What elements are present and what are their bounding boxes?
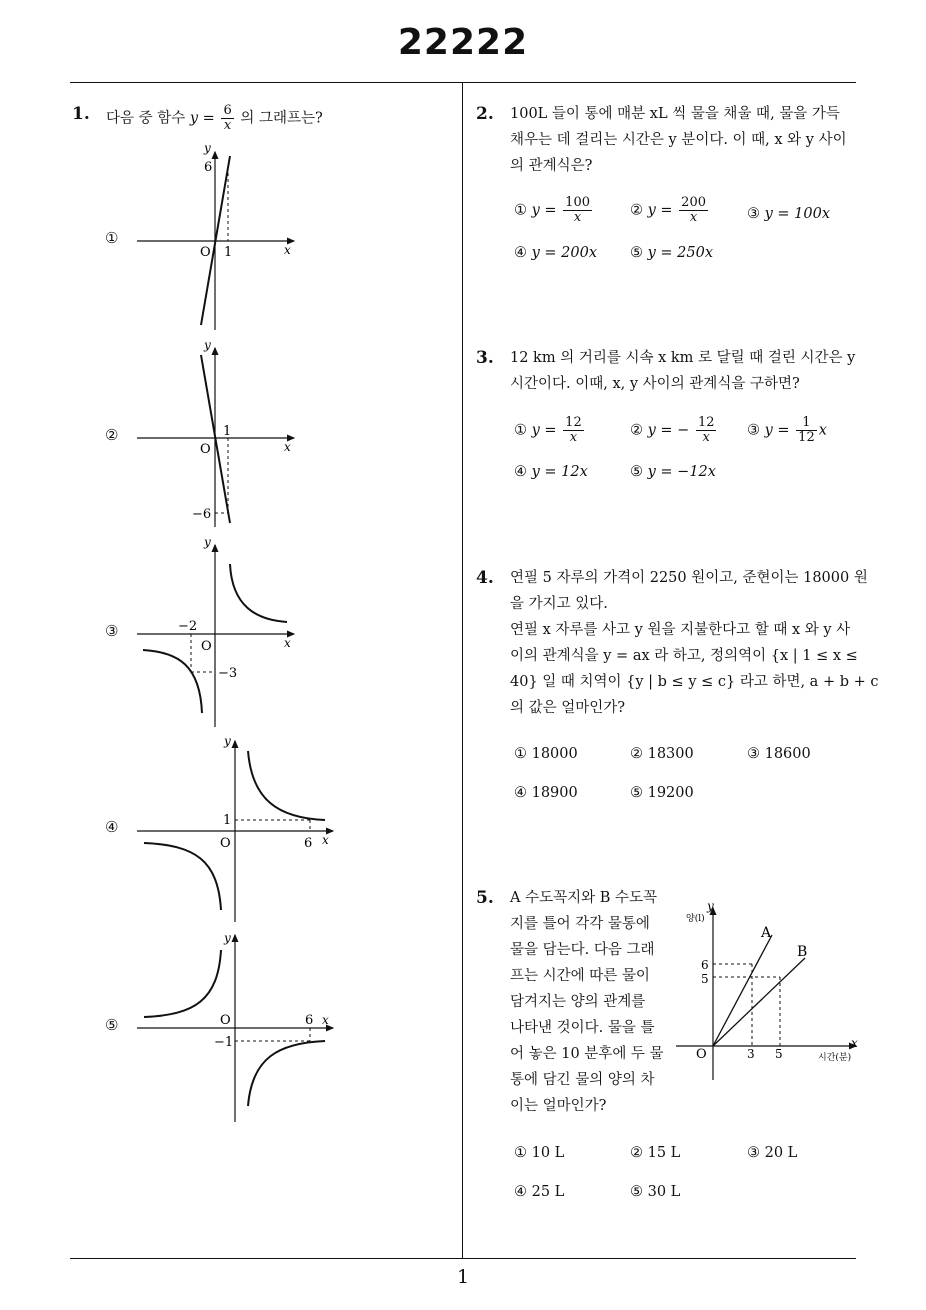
q5-line-8: 통에 담긴 물의 양의 차 [510,1072,655,1088]
q2-opt1-lhs: y = [531,202,557,219]
q1-option-5-marker: ⑤ [105,1016,119,1034]
q4-line-6: 의 값은 얼마인가? [510,700,626,716]
q4-opt4-text: 18900 [531,785,578,801]
q2-line-2: 채우는 데 걸리는 시간은 y 분이다. 이 때, x 와 y 사이 [510,132,847,148]
q5-line-9: 이는 얼마인가? [510,1098,607,1114]
q2-opt3-marker: ③ [747,206,760,222]
q4-opt5-text: 19200 [647,785,694,801]
q2-opt5-marker: ⑤ [630,245,643,261]
q1-option-1-marker: ① [105,229,119,247]
g2-x-label: x [284,440,291,454]
q3-opt2-den: x [702,430,710,445]
q4-opt1-marker: ① [514,746,527,762]
q5-option-2[interactable] [630,1145,680,1161]
g4-tick-b: 6 [304,836,313,851]
q5-line-6: 나타낸 것이다. 물을 틀 [510,1020,655,1036]
q4-opt1-text: 18000 [531,746,578,762]
g3-x-label: x [284,636,291,650]
q5-opt3-marker: ③ [747,1145,760,1161]
q5-line-2: 지를 틀어 각각 물통에 [510,916,650,932]
q3-opt2-num: 12 [697,415,715,430]
g1-y-label: y [204,141,211,155]
q2-number: 2. [476,104,494,124]
q5-tick-x5: 5 [775,1047,783,1061]
q5-opt4-marker: ④ [514,1184,527,1200]
q3-line-1: 12 km 의 거리를 시속 x km 로 달릴 때 걸린 시간은 y [510,350,856,366]
q2-opt2-marker: ② [630,202,643,219]
q1-number: 1. [72,104,90,124]
g4-x-label: x [322,833,329,847]
q5-line-1: A 수도꼭지와 B 수도꼭 [510,890,658,906]
q3-opt4-text: y = 12x [531,464,588,480]
q2-opt5-text: y = 250x [647,245,714,261]
q5-x-unit: 시간(분) [818,1053,852,1063]
q5-option-4[interactable] [514,1184,564,1200]
page-number: 1 [456,1266,470,1288]
q4-opt3-text: 18600 [764,746,811,762]
q2-opt1-marker: ① [514,202,527,219]
q5-tick-y6: 6 [701,958,709,972]
q3-opt1-lhs: y = [531,422,557,439]
q4-number: 4. [476,568,494,588]
q5-opt4-text: 25 L [531,1184,565,1200]
q2-opt4-marker: ④ [514,245,527,261]
g3-origin: O [201,639,212,654]
g2-tick-b: −6 [192,507,212,522]
q5-y-label: y [707,899,714,913]
g5-x-label: x [322,1013,329,1027]
q5-label-B: B [797,944,808,960]
q5-opt3-text: 20 L [764,1145,798,1161]
q3-opt5-text: y = −12x [647,464,716,480]
q2-line-1: 100L 들이 통에 매분 xL 씩 물을 채울 때, 물을 가득 [510,106,840,122]
q2-line-3: 의 관계식은? [510,158,593,174]
q2-opt1-den: x [573,210,582,225]
q2-opt3-text: y = 100x [764,206,831,222]
g2-y-label: y [204,338,211,352]
q4-line-2: 을 가지고 있다. [510,596,608,612]
g5-tick-b: −1 [214,1035,234,1050]
g5-y-label: y [224,931,231,945]
q3-number: 3. [476,348,494,368]
g5-tick-a: 6 [305,1013,314,1028]
q5-opt2-text: 15 L [647,1145,681,1161]
q5-opt2-marker: ② [630,1145,643,1161]
g4-origin: O [220,836,231,851]
g2-origin: O [200,442,211,457]
q4-line-4: 이의 관계식을 y = ax 라 하고, 정의역이 {x | 1 ≤ x ≤ [510,648,858,664]
q4-opt5-marker: ⑤ [630,785,643,801]
q5-line-7: 어 놓은 10 분후에 두 물 [510,1046,664,1062]
q2-opt1-num: 100 [565,195,590,210]
g2-tick-a: 1 [223,424,232,439]
q1-text-after: 의 그래프는? [235,110,323,127]
q5-x-label: x [851,1036,858,1050]
q1-option-2-marker: ② [105,426,119,444]
g1-origin: O [200,245,211,260]
q5-tick-y5: 5 [701,972,709,986]
q4-opt4-marker: ④ [514,785,527,801]
q3-opt1-den: x [569,430,578,445]
q5-option-3[interactable] [747,1145,797,1161]
q5-line-5: 담겨지는 양의 관계를 [510,994,646,1010]
q1-text-before: 다음 중 함수 [106,110,190,127]
q1-func-lhs: y = [189,110,215,127]
q5-option-1[interactable] [514,1145,564,1161]
q3-line-2: 시간이다. 이때, x, y 사이의 관계식을 구하면? [510,376,800,392]
q3-opt1-num: 12 [565,415,582,430]
q3-opt2-marker: ② [630,422,643,439]
q4-line-1: 연필 5 자루의 가격이 2250 원이고, 준현이는 18000 원 [510,570,868,586]
q5-tick-x3: 3 [747,1047,755,1061]
q2-opt2-num: 200 [681,195,706,210]
q5-label-A: A [761,925,772,941]
q3-opt5-marker: ⑤ [630,464,643,480]
g3-tick-b: −3 [218,666,238,681]
q3-opt3-den: 12 [798,430,815,445]
q5-option-5[interactable] [630,1184,680,1200]
g5-origin: O [220,1013,231,1028]
g4-y-label: y [224,734,231,748]
q2-opt2-lhs: y = [647,202,673,219]
q5-line-3: 물을 담는다. 다음 그래 [510,942,655,958]
q5-number: 5. [476,888,494,908]
q4-opt2-text: 18300 [647,746,694,762]
q5-line-4: 프는 시간에 따른 물이 [510,968,650,984]
g3-tick-a: −2 [178,619,198,634]
q3-opt4-marker: ④ [514,464,527,480]
q5-opt1-marker: ① [514,1145,527,1161]
q4-opt2-marker: ② [630,746,643,762]
g1-tick-a: 6 [204,160,213,175]
q3-opt3-tail: x [818,422,827,439]
q5-opt1-text: 10 L [531,1145,565,1161]
q5-y-unit: 양(l) [686,914,705,924]
q4-line-5: 40} 일 때 치역이 {y | b ≤ y ≤ c} 라고 하면, a + b + c [510,674,879,690]
g4-tick-a: 1 [223,813,232,828]
q5-opt5-text: 30 L [647,1184,681,1200]
q1-frac-num: 6 [223,103,232,118]
q5-opt5-marker: ⑤ [630,1184,643,1200]
q1-option-3-marker: ③ [105,622,119,640]
q1-option-4-marker: ④ [105,818,119,836]
q3-opt1-marker: ① [514,422,527,439]
q2-opt2-den: x [689,210,698,225]
q4-opt3-marker: ③ [747,746,760,762]
q2-opt4-text: y = 200x [531,245,598,261]
g3-y-label: y [204,535,211,549]
q3-opt3-marker: ③ [747,422,760,439]
q3-opt2-lhs: y = − [647,422,690,439]
g1-tick-b: 1 [224,245,233,260]
g1-x-label: x [284,243,291,257]
q4-line-3: 연필 x 자루를 사고 y 원을 지불한다고 할 때 x 와 y 사 [510,622,851,638]
q5-origin: O [696,1047,707,1062]
q3-opt3-num: 1 [796,416,817,431]
q3-opt3-lhs: y = [764,422,790,439]
page-title: 22222 [397,22,529,63]
q1-frac-den: x [223,118,232,133]
